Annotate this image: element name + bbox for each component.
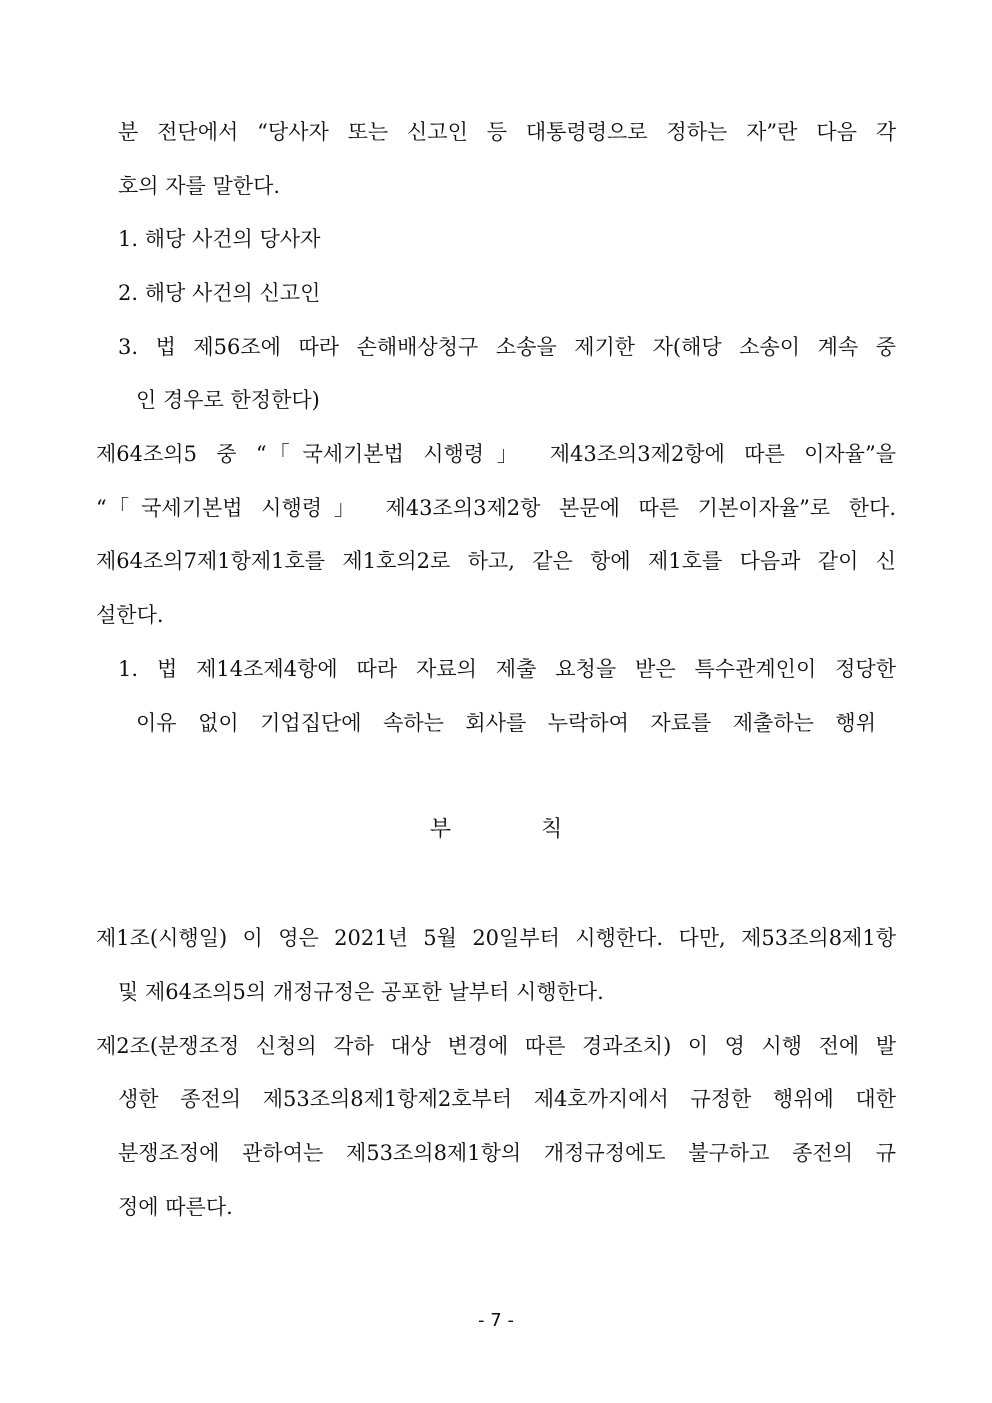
addendum-article-line: 제1조(시행일) 이 영은 2021년 5월 20일부터 시행한다. 다만, 제53조의8제1항 <box>96 926 896 950</box>
addendum-heading: 부칙 <box>429 817 653 842</box>
list-item-continuation: 인 경우로 한정한다) <box>136 388 320 412</box>
list-item: 2. 해당 사건의 신고인 <box>118 281 321 305</box>
addendum-article-line: 및 제64조의5의 개정규정은 공포한 날부터 시행한다. <box>118 980 604 1004</box>
addendum-article-line: 생한 종전의 제53조의8제1항제2호부터 제4호까지에서 규정한 행위에 대한 <box>118 1087 896 1111</box>
amendment-line: 제64조의5 중 “「국세기본법 시행령」 제43조의3제2항에 따른 이자율”을 <box>96 442 896 466</box>
addendum-article-line: 정에 따른다. <box>118 1195 233 1219</box>
list-item: 3. 법 제56조에 따라 손해배상청구 소송을 제기한 자(해당 소송이 계속 중 <box>118 335 896 359</box>
amendment-line: “「국세기본법 시행령」 제43조의3제2항 본문에 따른 기본이자율”로 한다. <box>96 496 896 520</box>
list-item-continuation: 이유 없이 기업집단에 속하는 회사를 누락하여 자료를 제출하는 행위 <box>136 711 876 735</box>
addendum-article-line: 제2조(분쟁조정 신청의 각하 대상 변경에 따른 경과조치) 이 영 시행 전에 발 <box>96 1034 896 1058</box>
body-line: 분 전단에서 “당사자 또는 신고인 등 대통령령으로 정하는 자”란 다음 각 <box>118 120 896 144</box>
amendment-line: 설한다. <box>96 603 164 627</box>
page-number: - 7 - <box>478 1310 514 1331</box>
addendum-article-line: 분쟁조정에 관하여는 제53조의8제1항의 개정규정에도 불구하고 종전의 규 <box>118 1141 896 1165</box>
list-item: 1. 해당 사건의 당사자 <box>118 227 321 251</box>
list-item: 1. 법 제14조제4항에 따라 자료의 제출 요청을 받은 특수관계인이 정당한 <box>118 657 896 681</box>
body-line: 호의 자를 말한다. <box>118 174 281 198</box>
amendment-line: 제64조의7제1항제1호를 제1호의2로 하고, 같은 항에 제1호를 다음과 같이 신 <box>96 549 896 573</box>
